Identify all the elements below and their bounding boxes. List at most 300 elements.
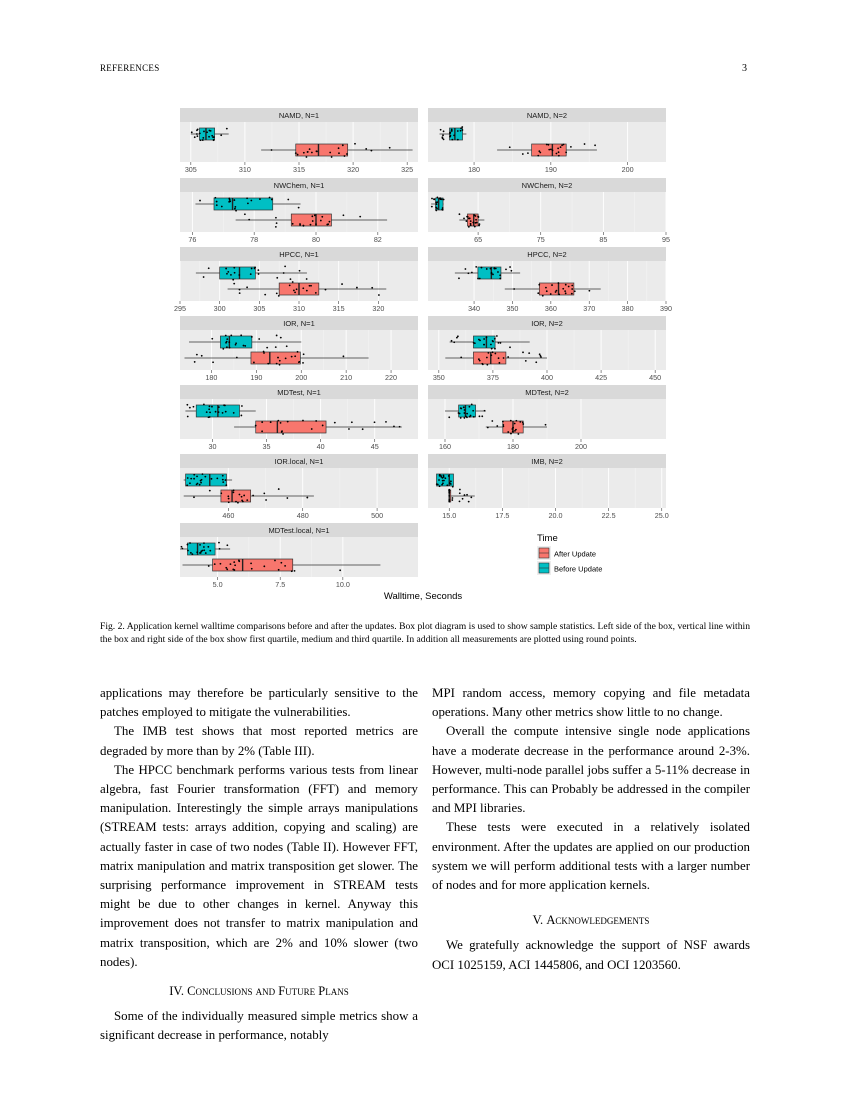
data-point <box>239 494 241 496</box>
data-point <box>209 550 211 552</box>
tick-label: 65 <box>474 235 483 244</box>
tick-label: 360 <box>544 304 557 313</box>
data-point <box>584 143 586 145</box>
data-point <box>250 563 252 565</box>
data-point <box>233 267 235 269</box>
data-point <box>448 495 450 497</box>
data-point <box>441 209 443 211</box>
data-point <box>274 560 276 562</box>
tick-label: 295 <box>174 304 186 313</box>
data-point <box>442 134 444 136</box>
data-point <box>203 131 205 133</box>
data-point <box>226 338 228 340</box>
data-point <box>278 569 280 571</box>
data-point <box>464 409 466 411</box>
data-point <box>230 274 232 276</box>
data-point <box>443 480 445 482</box>
data-point <box>457 139 459 141</box>
box <box>291 214 331 226</box>
data-point <box>483 344 485 346</box>
data-point <box>494 353 496 355</box>
paragraph: The IMB test shows that most reported metrics are degraded by more than by 2% (Table III). <box>100 724 418 758</box>
data-point <box>247 202 249 204</box>
data-point <box>342 144 344 146</box>
data-point <box>550 293 552 295</box>
tick-label: 30 <box>208 442 217 451</box>
facet-panel <box>428 247 672 313</box>
data-point <box>226 341 228 343</box>
data-point <box>233 491 235 493</box>
data-point <box>467 216 469 218</box>
data-point <box>338 147 340 149</box>
data-point <box>234 206 236 208</box>
data-point <box>286 497 288 499</box>
data-point <box>193 478 195 480</box>
data-point <box>295 152 297 154</box>
data-point <box>225 335 227 337</box>
data-point <box>374 421 376 423</box>
running-header: REFERENCES <box>100 63 160 73</box>
data-point <box>334 422 336 424</box>
data-point <box>469 406 471 408</box>
data-point <box>220 563 222 565</box>
plot-area <box>428 468 666 508</box>
data-point <box>218 406 220 408</box>
data-point <box>243 495 245 497</box>
data-point <box>200 482 202 484</box>
data-point <box>226 568 228 570</box>
data-point <box>443 138 445 140</box>
data-point <box>240 415 242 417</box>
paragraph: The HPCC benchmark performs various tests from linear algebra, fast Fourier transformation (FFT) and memory manipulation. Interestingly the simple arrays manipulations (STREAM tests: arrays addition, copying and scaling) are actually faster in case of two nodes (Table II). However FFT, matrix manipulation and matrix transposition get slower. The surprising performance improvement in STREAM tests might be due to other changes in kernel. Anyway this improvement does not transfer to matrix manipulation and matrix transposition, which are 2% and 10% slower (two nodes). <box>100 762 418 969</box>
data-point <box>511 428 513 430</box>
data-point <box>238 274 240 276</box>
data-point <box>201 479 203 481</box>
data-point <box>510 420 512 422</box>
tick-label: 160 <box>439 442 451 451</box>
data-point <box>537 292 539 294</box>
box <box>214 198 273 210</box>
data-point <box>509 346 511 348</box>
data-point <box>229 347 231 349</box>
data-point <box>212 361 214 363</box>
data-point <box>463 218 465 220</box>
data-point <box>475 266 477 268</box>
data-point <box>194 361 196 363</box>
data-point <box>228 201 230 203</box>
data-point <box>459 500 461 502</box>
tick-label: 390 <box>660 304 672 313</box>
data-point <box>448 475 450 477</box>
data-point <box>545 287 547 289</box>
data-point <box>225 411 227 413</box>
data-point <box>557 282 559 284</box>
data-point <box>440 129 442 131</box>
data-point <box>491 420 493 422</box>
data-point <box>294 355 296 357</box>
data-point <box>297 154 299 156</box>
legend-label-before: Before Update <box>554 564 603 574</box>
facet-title: IOR, N=2 <box>531 319 563 328</box>
data-point <box>208 565 210 567</box>
data-point <box>222 348 224 350</box>
data-point <box>271 199 273 201</box>
data-point <box>315 420 317 422</box>
data-point <box>467 272 469 274</box>
data-point <box>239 292 241 294</box>
data-point <box>278 295 280 297</box>
data-point <box>233 412 235 414</box>
data-point <box>546 290 548 292</box>
data-point <box>275 217 277 219</box>
data-point <box>473 416 475 418</box>
data-point <box>484 410 486 412</box>
data-point <box>275 346 277 348</box>
data-point <box>325 289 327 291</box>
data-point <box>499 278 501 280</box>
data-point <box>435 202 437 204</box>
body-column-right <box>432 684 750 975</box>
data-point <box>222 481 224 483</box>
data-point <box>537 155 539 157</box>
data-point <box>479 278 481 280</box>
data-point <box>202 137 204 139</box>
data-point <box>293 290 295 292</box>
data-point <box>509 146 511 148</box>
data-point <box>546 144 548 146</box>
data-point <box>187 416 189 418</box>
data-point <box>189 407 191 409</box>
data-point <box>196 475 198 477</box>
data-point <box>227 495 229 497</box>
data-point <box>233 283 235 285</box>
data-point <box>181 546 183 548</box>
data-point <box>468 226 470 228</box>
data-point <box>302 362 304 364</box>
data-point <box>439 474 441 476</box>
data-point <box>466 220 468 222</box>
data-point <box>261 421 263 423</box>
data-point <box>322 425 324 427</box>
data-point <box>555 290 557 292</box>
data-point <box>289 284 291 286</box>
section-number: IV. <box>169 984 188 999</box>
data-point <box>571 288 573 290</box>
data-point <box>451 139 453 141</box>
data-point <box>477 278 479 280</box>
data-point <box>303 152 305 154</box>
data-point <box>190 552 192 554</box>
data-point <box>298 207 300 209</box>
facet-title: NWChem, N=2 <box>521 181 573 190</box>
data-point <box>331 156 333 158</box>
data-point <box>431 198 433 200</box>
data-point <box>235 501 237 503</box>
data-point <box>204 476 206 478</box>
data-point <box>540 356 542 358</box>
data-point <box>468 501 470 503</box>
data-point <box>278 488 280 490</box>
data-point <box>251 568 253 570</box>
data-point <box>329 152 331 154</box>
data-point <box>443 475 445 477</box>
data-point <box>186 484 188 486</box>
data-point <box>389 147 391 149</box>
data-point <box>228 498 230 500</box>
data-point <box>545 424 547 426</box>
data-point <box>458 277 460 279</box>
box <box>220 267 256 279</box>
data-point <box>490 344 492 346</box>
data-point <box>306 497 308 499</box>
data-point <box>513 288 515 290</box>
data-point <box>431 206 433 208</box>
data-point <box>203 404 205 406</box>
data-point <box>365 148 367 150</box>
data-point <box>493 267 495 269</box>
data-point <box>251 268 253 270</box>
data-point <box>341 283 343 285</box>
data-point <box>460 408 462 410</box>
tick-label: 200 <box>575 442 587 451</box>
data-point <box>371 287 373 289</box>
data-point <box>276 335 278 337</box>
box <box>213 559 293 571</box>
facet-title: HPCC, N=1 <box>279 250 319 259</box>
data-point <box>441 136 443 138</box>
data-point <box>246 197 248 199</box>
tick-label: 17.5 <box>495 511 510 520</box>
data-point <box>206 411 208 413</box>
data-point <box>309 148 311 150</box>
data-point <box>448 499 450 501</box>
data-point <box>478 225 480 227</box>
data-point <box>471 403 473 405</box>
data-point <box>255 425 257 427</box>
data-point <box>479 415 481 417</box>
data-point <box>202 139 204 141</box>
data-point <box>254 268 256 270</box>
data-point <box>487 352 489 354</box>
data-point <box>194 136 196 138</box>
tick-label: 5.0 <box>212 580 223 589</box>
data-point <box>292 223 294 225</box>
data-point <box>244 345 246 347</box>
data-point <box>189 482 191 484</box>
data-point <box>472 222 474 224</box>
facet-panel <box>180 385 418 451</box>
data-point <box>378 294 380 296</box>
data-point <box>216 204 218 206</box>
data-point <box>509 266 511 268</box>
data-point <box>284 265 286 267</box>
data-point <box>239 289 241 291</box>
data-point <box>311 152 313 154</box>
box-before <box>436 474 454 488</box>
tick-label: 10.0 <box>335 580 350 589</box>
data-point <box>309 285 311 287</box>
facet-panel <box>174 247 418 313</box>
tick-label: 22.5 <box>601 511 616 520</box>
data-point <box>263 351 265 353</box>
data-point <box>462 129 464 131</box>
data-point <box>443 130 445 132</box>
tick-label: 15.0 <box>442 511 457 520</box>
data-point <box>226 346 228 348</box>
data-point <box>527 152 529 154</box>
data-point <box>346 153 348 155</box>
data-point <box>538 284 540 286</box>
data-point <box>470 224 472 226</box>
paragraph: These tests were executed in a relatively isolated environment. After the updates are applied on our production system we will perform additional tests with a larger number of nodes and for more application kernels. <box>432 820 750 893</box>
data-point <box>235 344 237 346</box>
data-point <box>257 269 259 271</box>
data-point <box>314 214 316 216</box>
box <box>186 474 227 486</box>
data-point <box>234 564 236 566</box>
data-point <box>199 484 201 486</box>
data-point <box>316 150 318 152</box>
data-point <box>435 210 437 212</box>
data-point <box>269 197 271 199</box>
data-point <box>483 338 485 340</box>
facet-panel <box>180 316 418 382</box>
tick-label: 305 <box>253 304 266 313</box>
data-point <box>233 199 235 201</box>
data-point <box>237 502 239 504</box>
tick-label: 80 <box>312 235 320 244</box>
data-point <box>197 129 199 131</box>
data-point <box>209 416 211 418</box>
data-point <box>263 565 265 567</box>
data-point <box>193 496 195 498</box>
facet-title: MDTest, N=1 <box>277 388 321 397</box>
tick-label: 200 <box>621 165 634 174</box>
paragraph: applications may therefore be particularly sensitive to the patches employed to mitigate the vulnerabilities. <box>100 686 418 720</box>
section-heading <box>100 982 418 1001</box>
data-point <box>209 490 211 492</box>
data-point <box>292 281 294 283</box>
data-point <box>552 150 554 152</box>
data-point <box>448 490 450 492</box>
tick-label: 95 <box>662 235 670 244</box>
data-point <box>211 338 213 340</box>
data-point <box>562 288 564 290</box>
data-point <box>211 135 213 137</box>
data-point <box>550 148 552 150</box>
data-point <box>547 144 549 146</box>
facet-title: NAMD, N=1 <box>278 111 320 120</box>
data-point <box>486 357 488 359</box>
data-point <box>435 206 437 208</box>
data-point <box>539 353 541 355</box>
tick-label: 350 <box>506 304 519 313</box>
data-point <box>225 268 227 270</box>
data-point <box>463 406 465 408</box>
tick-label: 400 <box>541 373 553 382</box>
data-point <box>211 406 213 408</box>
data-point <box>502 424 504 426</box>
data-point <box>356 287 358 289</box>
data-point <box>285 357 287 359</box>
data-point <box>448 416 450 418</box>
data-point <box>264 294 266 296</box>
data-point <box>291 570 293 572</box>
data-point <box>450 135 452 137</box>
data-point <box>307 151 309 153</box>
data-point <box>225 567 227 569</box>
data-point <box>459 413 461 415</box>
data-point <box>370 150 372 152</box>
data-point <box>522 422 524 424</box>
data-point <box>230 334 232 336</box>
data-point <box>281 431 283 433</box>
data-point <box>433 198 435 200</box>
data-point <box>209 405 211 407</box>
data-point <box>310 224 312 226</box>
data-point <box>214 563 216 565</box>
data-point <box>227 271 229 273</box>
data-point <box>507 431 509 433</box>
data-point <box>244 213 246 215</box>
data-point <box>203 546 205 548</box>
tick-label: 310 <box>293 304 305 313</box>
data-point <box>287 199 289 201</box>
data-point <box>275 226 277 228</box>
data-point <box>568 286 570 288</box>
data-point <box>466 494 468 496</box>
data-point <box>190 478 192 480</box>
facet-panel <box>428 385 666 451</box>
data-point <box>299 224 301 226</box>
facet-panel <box>428 108 666 174</box>
data-point <box>343 214 345 216</box>
data-point <box>189 542 191 544</box>
box <box>221 490 251 502</box>
data-point <box>209 412 211 414</box>
data-point <box>499 362 501 364</box>
box <box>478 267 501 279</box>
data-point <box>588 290 590 292</box>
data-point <box>466 413 468 415</box>
data-point <box>310 285 312 287</box>
data-point <box>258 273 260 275</box>
data-point <box>203 542 205 544</box>
facet-panel <box>180 178 418 244</box>
tick-label: 35 <box>262 442 271 451</box>
data-point <box>283 272 285 274</box>
data-point <box>399 426 401 428</box>
data-point <box>208 136 210 138</box>
tick-label: 500 <box>371 511 384 520</box>
data-point <box>263 352 265 354</box>
data-point <box>329 221 331 223</box>
data-point <box>220 134 222 136</box>
data-point <box>276 222 278 224</box>
data-point <box>311 215 313 217</box>
data-point <box>502 421 504 423</box>
data-point <box>512 430 514 432</box>
data-point <box>221 206 223 208</box>
tick-label: 20.0 <box>548 511 563 520</box>
data-point <box>451 340 453 342</box>
legend <box>537 533 602 575</box>
tick-label: 480 <box>296 511 309 520</box>
data-point <box>280 562 282 564</box>
body-column-left <box>100 684 418 1046</box>
data-point <box>505 268 507 270</box>
data-point <box>446 484 448 486</box>
